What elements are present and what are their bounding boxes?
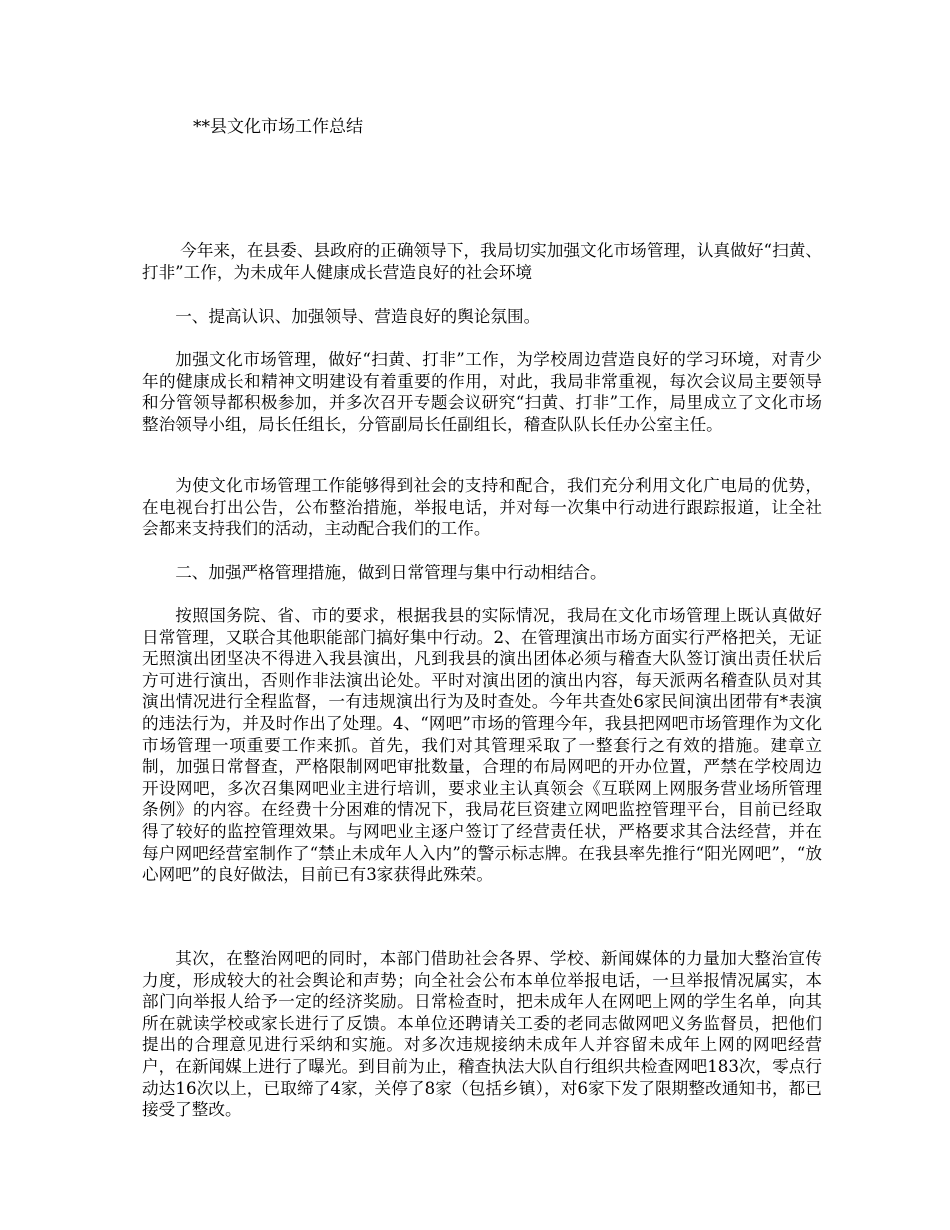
- paragraph-leadership: 加强文化市场管理，做好“扫黄、打非”工作，为学校周边营造良好的学习环境，对青少年的健康成长和精神文明建设有着重要的作用，对此，我局非常重视，每次会议局主要领导和分管领导都积极参加，并多次召开专题会议研究“扫黄、打非”工作，局里成立了文化市场整治领导小组，局长任组长，分管副局长任副组长，稽查队队长任办公室主任。: [142, 350, 822, 434]
- section-heading-1: 一、提高认识、加强领导、营造良好的舆论氛围。: [175, 307, 541, 326]
- paragraph-intro: 今年来，在县委、县政府的正确领导下，我局切实加强文化市场管理，认真做好“扫黄、打非”工作，为未成年人健康成长营造良好的社会环境: [142, 241, 822, 282]
- section-heading-2: 二、加强严格管理措施，做到日常管理与集中行动相结合。: [175, 563, 607, 582]
- document-title: **县文化市场工作总结: [193, 117, 363, 137]
- paragraph-management: 按照国务院、省、市的要求，根据我县的实际情况，我局在文化市场管理上既认真做好日常管理，又联合其他职能部门搞好集中行动。2、在管理演出市场方面实行严格把关，无证无照演出团坚决不得进入我县演出，凡到我县的演出团体必须与稽查大队签订演出责任状后方可进行演出，否则作非法演出论处。平时对演出团的演出内容，每天派两名稽查队员对其演出情况进行全程监督，一有违规演出行为及时查处。今年共查处6家民间演出团带有*表演的违法行为，并及时作出了处理。4、“网吧”市场的管理今年，我县把网吧市场管理作为文化市场管理一项重要工作来抓。首先，我们对其管理采取了一整套行之有效的措施。建章立制，加强日常督查，严格限制网吧审批数量，合理的布局网吧的开办位置，严禁在学校周边开设网吧，多次召集网吧业主进行培训，要求业主认真领会《互联网上网服务营业场所管理条例》的内容。在经费十分困难的情况下，我局花巨资建立网吧监控管理平台，目前已经取得了较好的监控管理效果。与网吧业主逐户签订了经营责任状，严格要求其合法经营，并在每户网吧经营室制作了“禁止未成年人入内”的警示标志牌。在我县率先推行“阳光网吧”，“放心网吧”的良好做法，目前已有3家获得此殊荣。: [142, 606, 822, 885]
- paragraph-publicity: 为使文化市场管理工作能够得到社会的支持和配合，我们充分利用文化广电局的优势，在电视台打出公告，公布整治措施，举报电话，并对每一次集中行动进行跟踪报道，让全社会都来支持我们的活动，主动配合我们的工作。: [142, 476, 822, 539]
- paragraph-internet-cafe: 其次，在整治网吧的同时，本部门借助社会各界、学校、新闻媒体的力量加大整治宣传力度，形成较大的社会舆论和声势；向全社会公布本单位举报电话，一旦举报情况属实，本部门向举报人给予一定的经济奖励。日常检查时，把未成年人在网吧上网的学生名单，向其所在就读学校或家长进行了反馈。本单位还聘请关工委的老同志做网吧义务监督员，把他们提出的合理意见进行采纳和实施。对多次违规接纳未成年人并容留未成年上网的网吧经营户，在新闻媒上进行了曝光。到目前为止，稽查执法大队自行组织共检查网吧183次，零点行动达16次以上，已取缔了4家，关停了8家（包括乡镇），对6家下发了限期整改通知书，都已接受了整改。: [142, 949, 822, 1120]
